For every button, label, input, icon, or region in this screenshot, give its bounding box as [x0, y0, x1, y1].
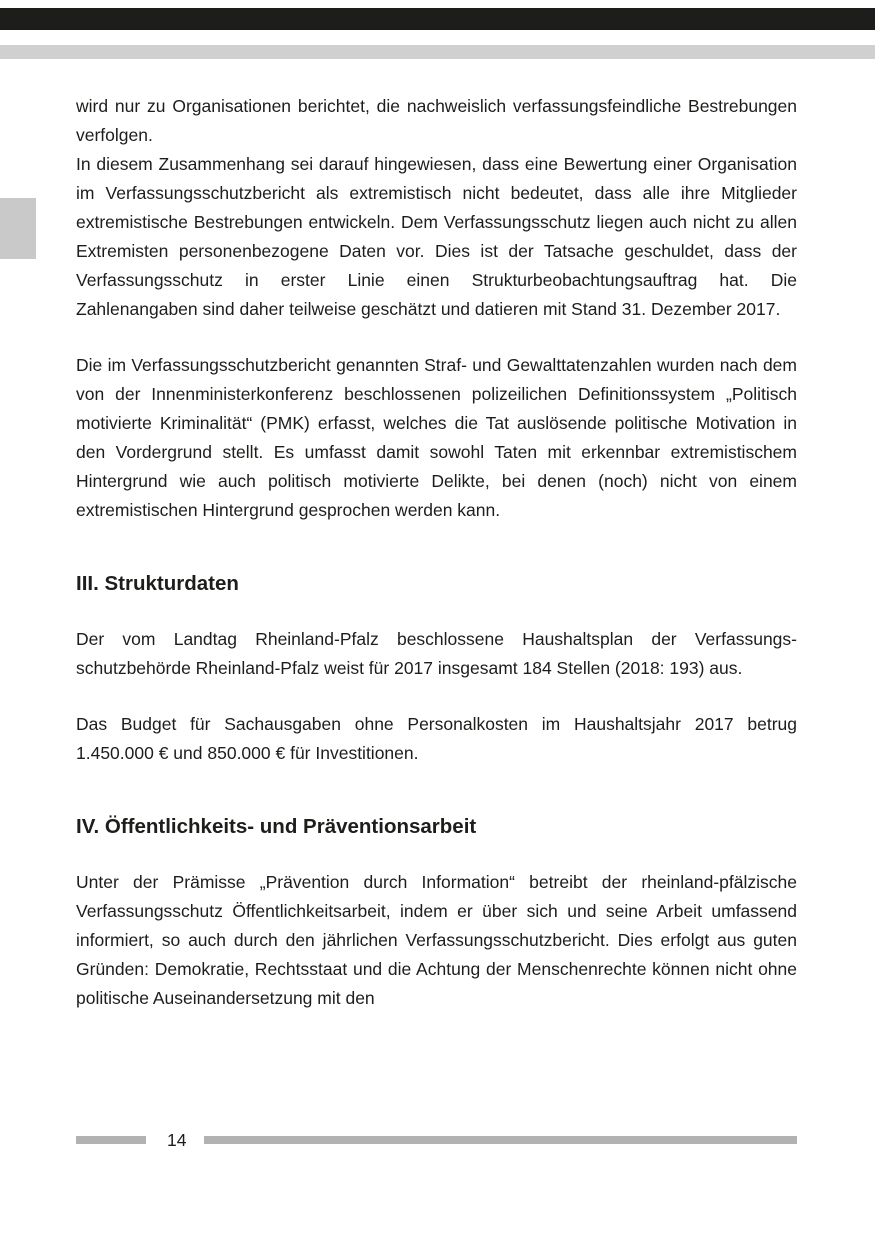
footer-rule-left: [76, 1136, 146, 1144]
paragraph-haushaltsplan: Der vom Landtag Rheinland-Pfalz beschlossene Haushaltsplan der Verfassungsschutzbehörde Rheinland-Pfalz weist für 2017 insgesamt 184 Stellen (2018: 193) aus.: [76, 629, 797, 678]
paragraph-budget: Das Budget für Sachausgaben ohne Personalkosten im Haushaltsjahr 2017 betrug 1.450.000 € und 850.000 € für Investitionen.: [76, 714, 797, 763]
page-footer: [76, 1131, 797, 1149]
section-heading-oeffentlichkeitsarbeit: IV. Öffentlichkeits- und Präventionsarbeit: [76, 815, 477, 838]
footer-rule-right: [204, 1136, 797, 1144]
top-light-bar: [0, 45, 875, 59]
margin-section-tab: [0, 198, 36, 259]
page-number: 14: [167, 1130, 187, 1150]
page-content: [76, 92, 797, 1013]
paragraph-pmk: Die im Verfassungsschutzbericht genannten Straf- und Gewalttatenzahlen wurden nach dem von der Innenministerkonferenz beschlossenen polizeilichen Definitionssystem „Politisch motivierte Kriminalität“ (PMK) erfasst, welches die Tat auslösende politische Motivation in den Vordergrund stellt. Es umfasst damit sowohl Taten mit erkennbar extremistischem Hintergrund wie auch politisch motivierte Delikte, bei denen (noch) nicht von einem extremistischen Hintergrund gesprochen werden kann.: [76, 355, 797, 520]
section-heading-strukturdaten: III. Strukturdaten: [76, 572, 239, 595]
top-dark-bar: [0, 8, 875, 30]
paragraph-intro-2: In diesem Zusammenhang sei darauf hingewiesen, dass eine Bewertung einer Organisation im Verfassungsschutzbericht als extremistisch nicht bedeutet, dass alle ihre Mitglieder extremistische Bestrebungen entwickeln. Dem Verfassungsschutz liegen auch nicht zu allen Extremisten personenbezogene Daten vor. Dies ist der Tatsache geschuldet, dass der Verfassungsschutz in erster Linie einen Strukturbeobachtungsauftrag hat. Die Zahlenangaben sind daher teilweise geschätzt und datieren mit Stand 31. Dezember 2017.: [76, 154, 797, 319]
paragraph-intro-1: wird nur zu Organisationen berichtet, die nachweislich verfassungsfeindliche Bestrebungen verfolgen.: [76, 96, 797, 145]
paragraph-praevention: Unter der Prämisse „Prävention durch Information“ betreibt der rheinland-pfälzische Verfassungsschutz Öffentlichkeitsarbeit, indem er über sich und seine Arbeit umfassend informiert, so auch durch den jährlichen Verfassungsschutzbericht. Dies erfolgt aus guten Gründen: Demokratie, Rechtsstaat und die Achtung der Menschenrechte können nicht ohne politische Auseinandersetzung mit den: [76, 872, 797, 1008]
